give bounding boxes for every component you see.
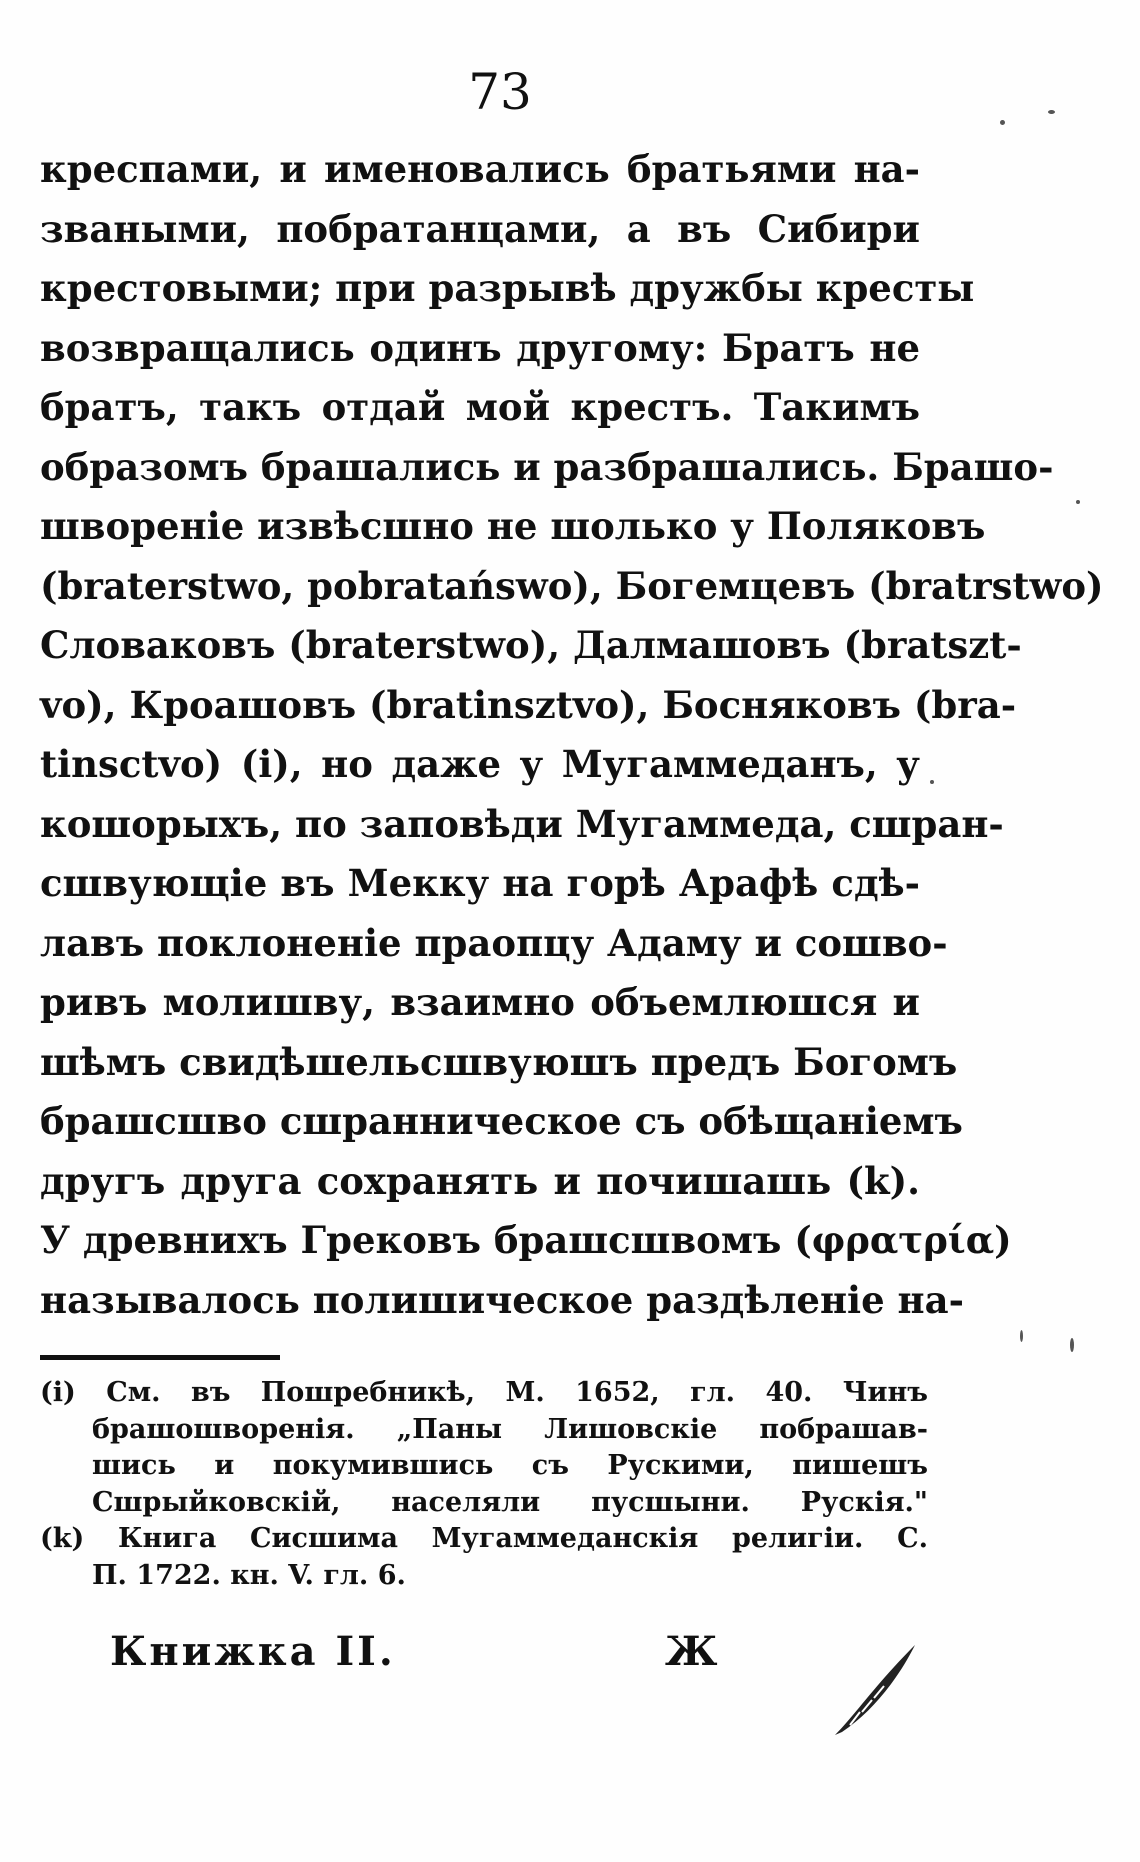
- text-line: братъ, такъ отдай мой крестъ. Такимъ: [40, 385, 920, 429]
- page-speck: [1076, 500, 1080, 504]
- text-line: tinsctvo) (i), но даже у Мугаммеданъ, у: [40, 742, 920, 786]
- text-line: другъ друга сохранять и почишашь (k).: [40, 1158, 920, 1203]
- text-line: возвращались одинъ другому: Братъ не: [40, 325, 920, 370]
- page-number: 73: [468, 63, 532, 121]
- main-text: [40, 140, 1104, 1330]
- text-line: образомъ брашались и разбрашались. Брашо-: [40, 444, 1054, 489]
- text-line: сшвующiе въ Мекку на горѣ Арафѣ сдѣ-: [40, 861, 920, 905]
- footnote-line: П. 1722. кн. V. гл. 6.: [92, 1559, 406, 1591]
- text-line: vo), Кроашовъ (bratinsztvo), Босняковъ (bra-: [40, 682, 1017, 727]
- text-line: У древнихъ Грековъ брашсшвомъ (φρατρία): [40, 1218, 1012, 1262]
- page-speck: [1070, 1338, 1074, 1352]
- ink-stroke-icon: [830, 1640, 920, 1740]
- text-line: (braterstwo, pobratańswo), Богемцевъ (bratrstwo): [40, 563, 1104, 608]
- footnote-line: (k) Книга Сисшима Мугаммеданскiя религiи. С.: [40, 1523, 928, 1554]
- page-speck: [1020, 1330, 1023, 1342]
- signature-line: [110, 1624, 930, 1680]
- text-line: шѣмъ свидѣшельсшвуюшъ предъ Богомъ: [40, 1039, 958, 1084]
- text-line: шворенiе извѣсшно не шолько у Поляковъ: [40, 504, 986, 548]
- footnote-line: брашошворенiя. „Паны Лишовскiе побрашав-: [92, 1413, 928, 1445]
- text-line: называлось полишическое раздѣленiе на-: [40, 1277, 964, 1322]
- signature-mark: Ж: [665, 1628, 718, 1675]
- footnote-line: (i) См. въ Пошребникѣ, М. 1652, гл. 40. Чинъ: [40, 1377, 928, 1408]
- page-speck: [1048, 110, 1055, 114]
- text-line: брашсшво сшранническое съ обѣщанiемъ: [40, 1099, 963, 1143]
- text-line: кошорыхъ, по заповѣди Мугаммеда, сшран-: [40, 801, 1004, 846]
- footnote-separator: [40, 1355, 280, 1360]
- text-line: зваными, побратанцами, а въ Сибири: [40, 206, 920, 251]
- text-line: крестовыми; при разрывѣ дружбы кресты: [40, 266, 975, 310]
- text-line: Словаковъ (braterstwo), Далмашовъ (bratszt-: [40, 623, 1022, 667]
- footnote-line: Сшрыйковскiй, населяли пусшыни. Рускiя.": [92, 1486, 928, 1518]
- text-line: ривъ молишву, взаимно объемлюшся и: [40, 980, 920, 1024]
- text-line: лавъ поклоненiе праопцу Адаму и сошво-: [40, 920, 948, 965]
- page-speck: [930, 780, 934, 784]
- footnote-line: шись и покумившись съ Рускими, пишешъ: [92, 1450, 928, 1481]
- signature-book: Книжка II.: [110, 1628, 396, 1675]
- page-speck: [1000, 120, 1005, 125]
- text-line: креспами, и именовались братьями на-: [40, 147, 920, 191]
- footnotes: [40, 1375, 928, 1594]
